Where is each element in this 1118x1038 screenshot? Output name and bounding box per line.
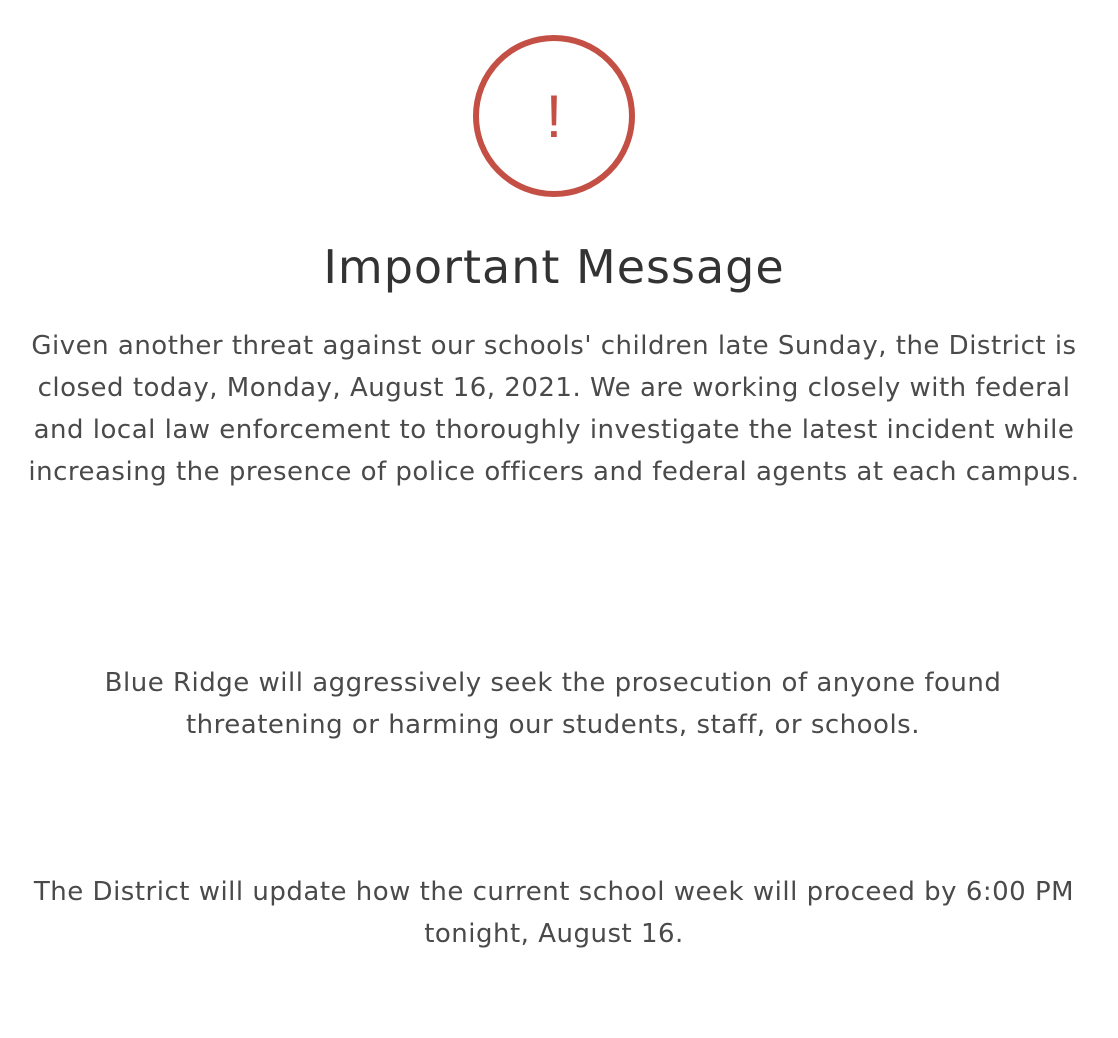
modal-title: Important Message [323,240,785,294]
exclamation-mark: ! [545,83,563,150]
message-paragraph-prosecution: Blue Ridge will aggressively seek the prosecution of anyone found threatening or harming our students, staff, or schools. [104,668,1002,740]
exclamation-icon [473,35,635,197]
message-paragraph-closure: Given another threat against our schools' children late Sunday, the District is closed today, Monday, August 16, 2021. We are working closely with federal and local law enforcement to thoroughly investigate the latest incident while increasing the presence of police officers and federal agents at each campus. [28,331,1080,487]
message-paragraph-update: The District will update how the current school week will proceed by 6:00 PM tonight, August 16. [33,877,1075,949]
